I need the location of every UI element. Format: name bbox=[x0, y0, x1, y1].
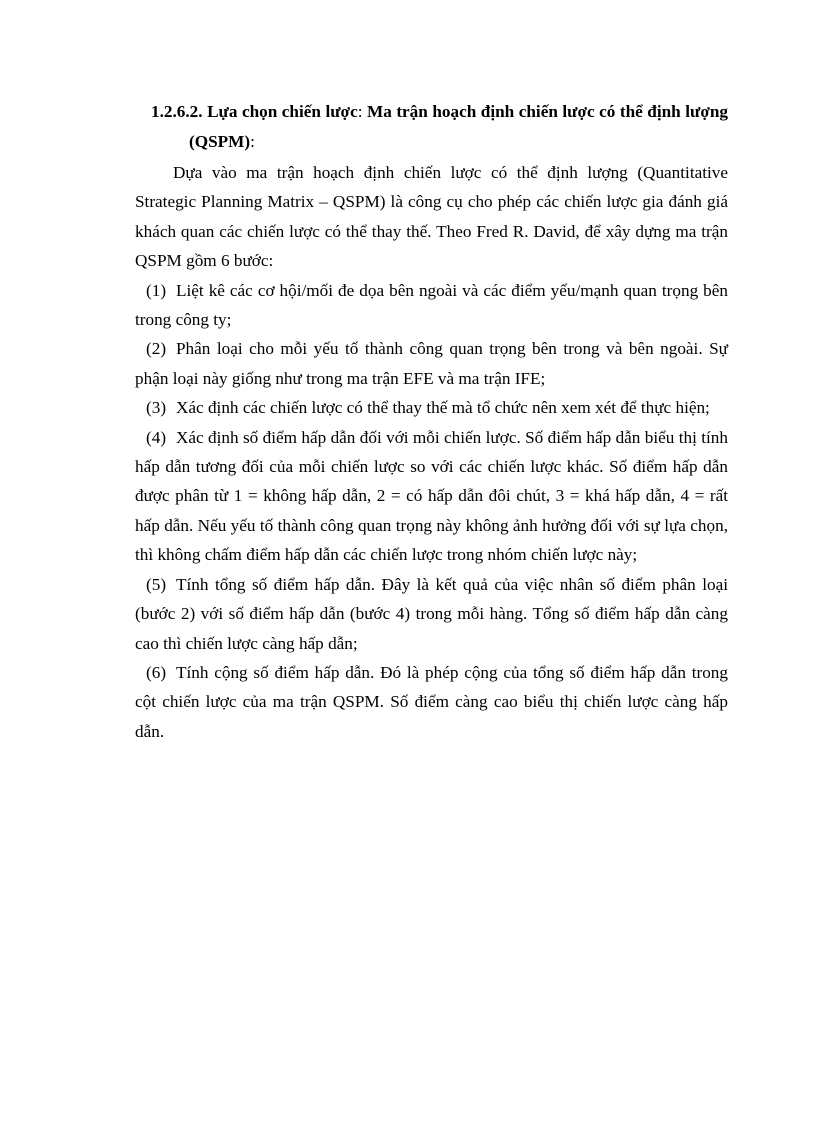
step-label: (3) bbox=[146, 398, 167, 418]
step-label: (1) bbox=[146, 280, 167, 300]
section-title-part1: Lựa chọn chiến lược bbox=[207, 102, 358, 121]
step-text: Xác định các chiến lược có thể thay thế mà tổ chức nên xem xét để thực hiện; bbox=[176, 398, 710, 418]
step-label: (5) bbox=[146, 574, 167, 594]
step-item bbox=[135, 276, 728, 335]
intro-paragraph: Dựa vào ma trận hoạch định chiến lược có thể định lượng (Quantitative Strategic Planning Matrix – QSPM) là công cụ cho phép các chiến lược gia đánh giá khách quan các chiến lược có thể thay thế. Theo Fred R. David, để xây dựng ma trận QSPM gồm 6 bước: bbox=[135, 163, 728, 271]
step-item bbox=[135, 658, 728, 746]
step-text: Tính tổng số điểm hấp dẫn. Đây là kết quả của việc nhân số điểm phân loại (bước 2) với số điểm hấp dẫn (bước 4) trong mỗi hàng. Tổng số điểm hấp dẫn càng cao thì chiến lược càng hấp dẫn; bbox=[135, 574, 728, 653]
step-text: Tính cộng số điểm hấp dẫn. Đó là phép cộng của tổng số điểm hấp dẫn trong cột chiến lược của ma trận QSPM. Số điểm càng cao biểu thị chiến lược càng hấp dẫn. bbox=[135, 662, 728, 741]
step-item bbox=[135, 393, 728, 422]
step-item bbox=[135, 334, 728, 393]
title-end: : bbox=[250, 132, 255, 151]
step-text: Phân loại cho mỗi yếu tố thành công quan trọng bên trong và bên ngoài. Sự phận loại này giống như trong ma trận EFE và ma trận IFE; bbox=[135, 339, 728, 388]
step-label: (4) bbox=[146, 427, 167, 447]
step-label: (2) bbox=[146, 339, 167, 359]
title-separator: : bbox=[357, 102, 367, 121]
step-label: (6) bbox=[146, 662, 167, 682]
step-text: Liệt kê các cơ hội/mối đe dọa bên ngoài và các điểm yếu/mạnh quan trọng bên trong công ty; bbox=[135, 280, 728, 330]
document-page bbox=[135, 0, 728, 746]
step-item bbox=[135, 423, 728, 570]
section-number: 1.2.6.2. bbox=[151, 102, 203, 121]
step-text: Xác định số điểm hấp dẫn đối với mỗi chiến lược. Số điểm hấp dẫn biểu thị tính hấp dẫn tương đối của mỗi chiến lược so với các chiến lược khác. Số điểm hấp dẫn được phân từ 1 = không hấp dẫn, 2 = có hấp dẫn đôi chút, 3 = khá hấp dẫn, 4 = rất hấp dẫn. Nếu yếu tố thành công quan trọng này không ảnh hưởng đối với sự lựa chọn, thì không chấm điểm hấp dẫn các chiến lược trong nhóm chiến lược này; bbox=[135, 427, 728, 565]
section-title-part2: Ma trận hoạch định chiến lược có thể định lượng (QSPM) bbox=[189, 102, 729, 151]
step-item bbox=[135, 570, 728, 658]
section-heading bbox=[135, 97, 728, 157]
